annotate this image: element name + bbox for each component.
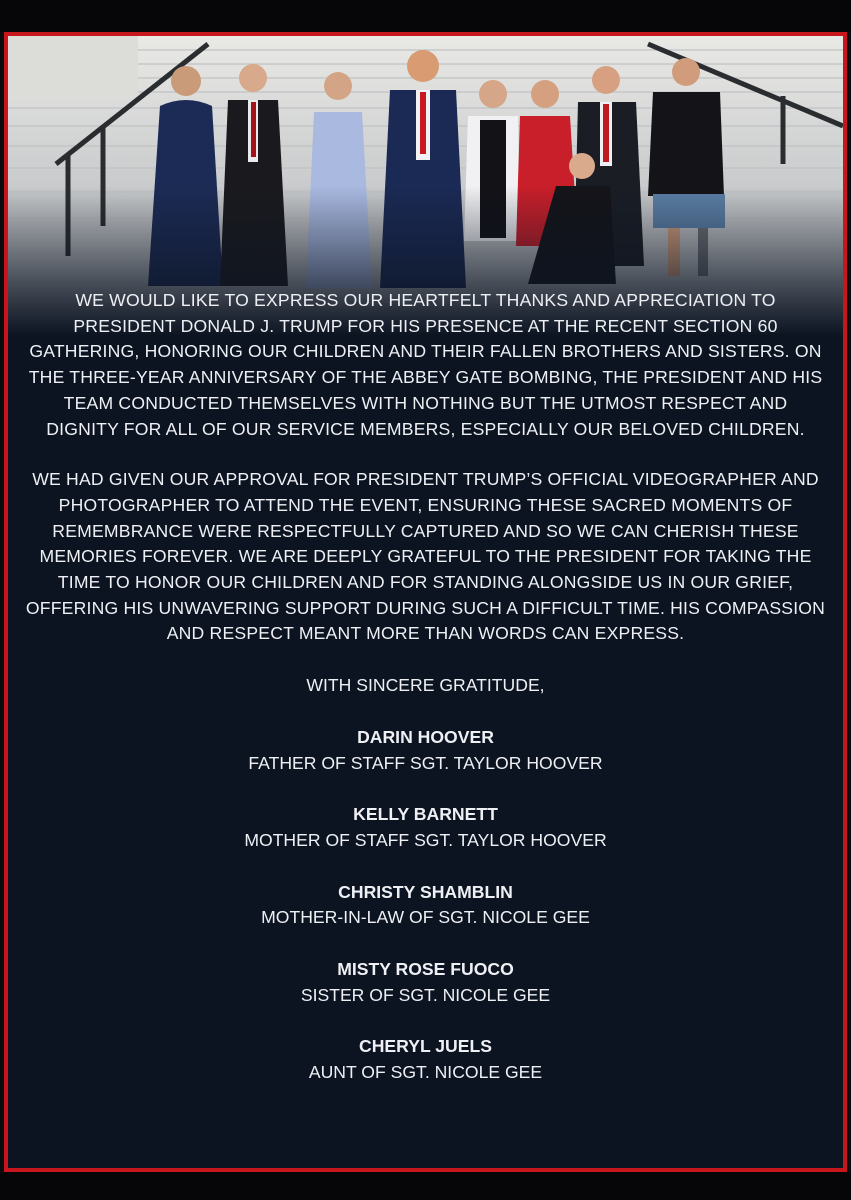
signer-relation: MOTHER-IN-LAW OF SGT. NICOLE GEE (261, 907, 590, 928)
bottom-letterbox (0, 1172, 851, 1200)
signer-relation: AUNT OF SGT. NICOLE GEE (308, 1062, 543, 1083)
signature-block (8, 802, 843, 853)
signer-name: KELLY BARNETT (353, 804, 498, 825)
signature-block (8, 957, 843, 1008)
letter-body (8, 288, 843, 1086)
signer-relation: FATHER OF STAFF SGT. TAYLOR HOOVER (248, 752, 603, 773)
signature-block (8, 725, 843, 776)
signature-block (8, 880, 843, 931)
signer-relation: SISTER OF SGT. NICOLE GEE (300, 984, 551, 1005)
signer-name: CHRISTY SHAMBLIN (338, 881, 513, 902)
signer-name: MISTY ROSE FUOCO (337, 959, 514, 980)
closing-line: WITH SINCERE GRATITUDE, (306, 675, 545, 696)
top-letterbox (0, 0, 851, 32)
signer-relation: MOTHER OF STAFF SGT. TAYLOR HOOVER (244, 829, 607, 850)
signer-name: DARIN HOOVER (357, 726, 494, 747)
signer-name: CHERYL JUELS (359, 1036, 492, 1057)
paragraph-1: WE WOULD LIKE TO EXPRESS OUR HEARTFELT THANKS AND APPRECIATION TO PRESIDENT DONALD J. TRUMP FOR HIS PRESENCE AT THE RECENT SECTION 60 GATHERING, HONORING OUR CHILDREN AND THEIR FALLEN BROTHERS AND SISTERS. ON THE THREE-YEAR ANNIVERSARY OF THE ABBEY GATE BOMBING, THE PRESIDENT AND HIS TEAM CONDUCTED THEMSELVES WITH NOTHING BUT THE UTMOST RESPECT AND DIGNITY FOR ALL OF OUR SERVICE MEMBERS, ESPECIALLY OUR BELOVED CHILDREN. (28, 290, 823, 439)
signature-block (8, 1034, 843, 1085)
paragraph-2: WE HAD GIVEN OUR APPROVAL FOR PRESIDENT TRUMP’S OFFICIAL VIDEOGRAPHER AND PHOTOGRAPHER TO ATTEND THE EVENT, ENSURING THESE SACRED MOMENTS OF REMEMBRANCE WERE RESPECTFULLY CAPTURED AND SO WE CAN CHERISH THESE MEMORIES FOREVER. WE ARE DEEPLY GRATEFUL TO THE PRESIDENT FOR TAKING THE TIME TO HONOR OUR CHILDREN AND FOR STANDING ALONGSIDE US IN OUR GRIEF, OFFERING HIS UNWAVERING SUPPORT DURING SUCH A DIFFICULT TIME. HIS COMPASSION AND RESPECT MEANT MORE THAN WORDS CAN EXPRESS. (25, 469, 826, 644)
letter-frame (4, 32, 847, 1172)
